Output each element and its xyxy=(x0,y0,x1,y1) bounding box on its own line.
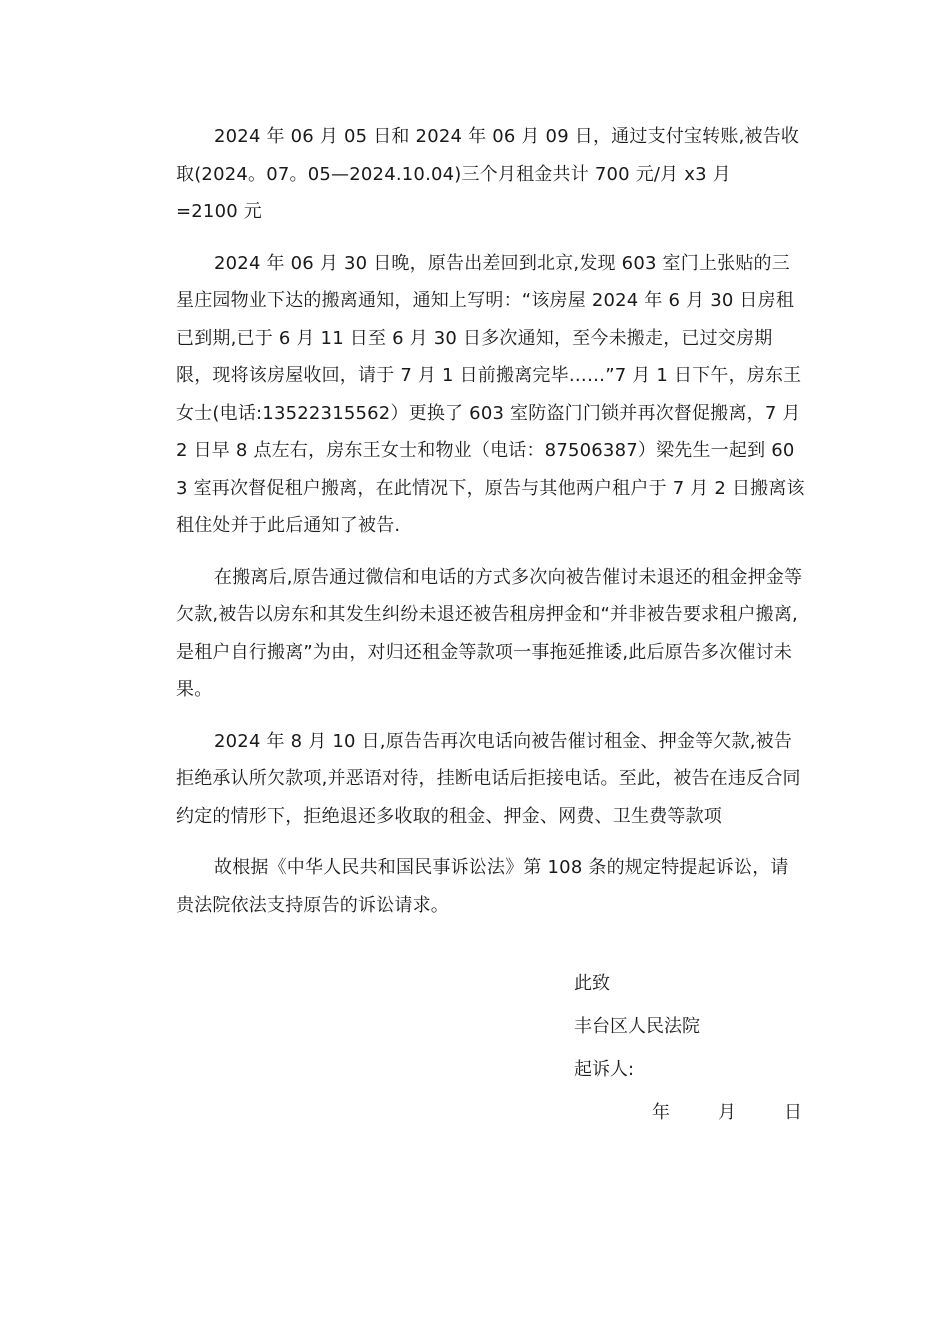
paragraph-demand: 在搬离后,原告通过微信和电话的方式多次向被告催讨未退还的租金押金等欠款,被告以房东和其发生纠纷未退还被告租房押金和“并非被告要求租户搬离,是租户自行搬离”为由，对归还租金等款项一事拖延推诿,此后原告多次催讨未果。 xyxy=(176,566,803,700)
document-body xyxy=(176,118,806,938)
paragraph-refusal: 2024 年 8 月 10 日,原告告再次电话向被告催讨租金、押金等欠款,被告拒绝承认所欠款项,并恶语对待，挂断电话后拒接电话。至此，被告在违反合同约定的情形下，拒绝退还多收取的租金、押金、网费、卫生费等款项 xyxy=(176,730,801,827)
date-line xyxy=(652,1093,802,1133)
month-label: 月 xyxy=(718,1102,736,1123)
plaintiff-label: 起诉人: xyxy=(574,1059,635,1080)
paragraph-payment: 2024 年 06 月 05 日和 2024 年 06 月 09 日，通过支付宝转账,被告收取(2024。07。05—2024.10.04)三个月租金共计 700 元/月 x3 月 =2100 元 xyxy=(176,126,800,222)
court-name: 丰台区人民法院 xyxy=(574,1016,700,1037)
paragraph-request: 故根据《中华人民共和国民事诉讼法》第 108 条的规定特提起诉讼，请贵法院依法支持原告的诉讼请求。 xyxy=(176,857,789,916)
paragraph-eviction: 2024 年 06 月 30 日晚，原告出差回到北京,发现 603 室门上张贴的三星庄园物业下达的搬离通知，通知上写明：“该房屋 2024 年 6 月 30 日房租已到期,已于 6 月 11 日至 6 月 30 日多次通知，至今未搬走，已过交房期限，现将该房屋收回，请于 7 月 1 日前搬离完毕……”7 月 1 日下午，房东王女士(电话:13522315562）更换了 603 室防盗门门锁并再次督促搬离，7 月 2 日早 8 点左右，房东王女士和物业（电话：87506387）梁先生一起到 603 室再次督促租户搬离，在此情况下，原告与其他两户租户于 7 月 2 日搬离该租住处并于此后通知了被告. xyxy=(176,252,805,536)
year-label: 年 xyxy=(652,1102,670,1123)
salutation: 此致 xyxy=(574,973,610,994)
closing-block xyxy=(574,962,814,1091)
day-label: 日 xyxy=(784,1102,802,1123)
